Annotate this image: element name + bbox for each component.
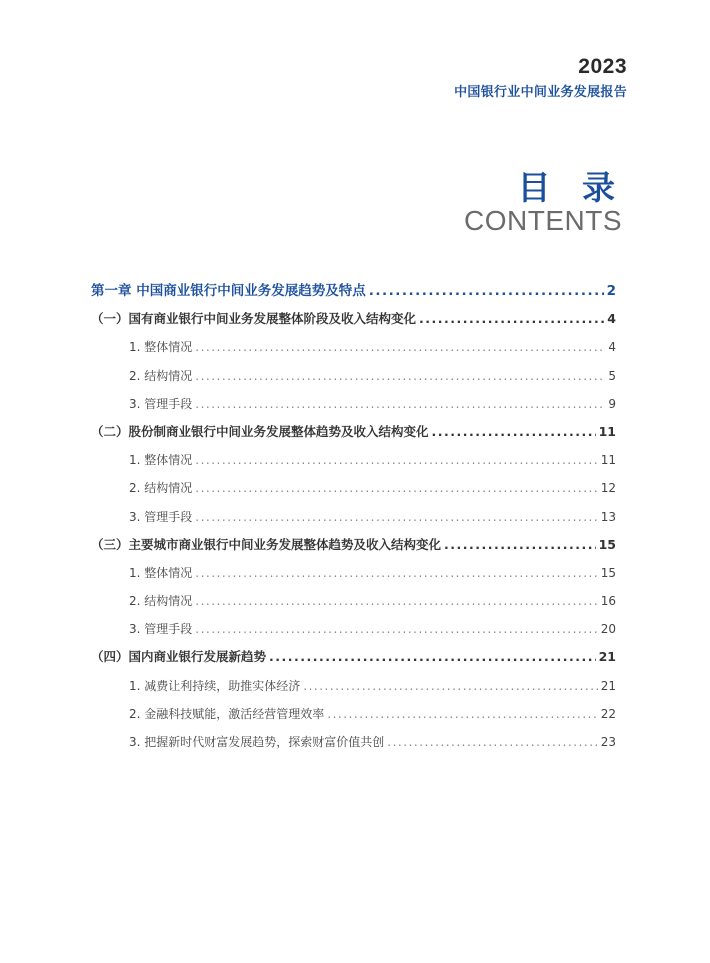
toc-page-number: 15 [598, 536, 616, 552]
toc-item[interactable] [91, 390, 616, 418]
toc-entry-label: （三）主要城市商业银行中间业务发展整体趋势及收入结构变化 [91, 536, 442, 552]
toc-entry-label: 2. 金融科技赋能，激活经营管理效率 [129, 706, 325, 721]
toc-entry-label: 1. 整体情况 [129, 565, 193, 580]
toc-item[interactable] [91, 474, 616, 502]
toc-leader-dots [195, 333, 605, 361]
toc-page-number: 4 [607, 311, 616, 327]
toc-leader-dots [419, 305, 604, 333]
toc-item[interactable] [91, 559, 616, 587]
toc-entry-label: （二）股份制商业银行中间业务发展整体趋势及收入结构变化 [91, 423, 429, 439]
toc-leader-dots [432, 418, 596, 446]
page-title-en: CONTENTS [464, 205, 622, 236]
toc-section-3[interactable] [91, 531, 616, 559]
toc-leader-dots [444, 531, 596, 559]
toc-entry-label: （四）国内商业银行发展新趋势 [91, 649, 267, 665]
toc-page-number: 22 [600, 706, 616, 721]
toc-item[interactable] [91, 503, 616, 531]
toc-leader-dots [195, 587, 597, 615]
toc-entry-label: 2. 结构情况 [129, 594, 193, 609]
toc-leader-dots [195, 390, 605, 418]
toc-entry-label: 3. 管理手段 [129, 622, 193, 637]
toc-leader-dots [195, 503, 597, 531]
toc-entry-label: 3. 把握新时代财富发展趋势，探索财富价值共创 [129, 735, 385, 749]
toc-section-4[interactable] [91, 643, 616, 671]
toc-item[interactable] [91, 615, 616, 643]
toc-page-number: 21 [598, 649, 616, 665]
toc-page-number: 20 [600, 622, 616, 637]
toc-item[interactable] [91, 672, 616, 700]
toc-leader-dots [269, 643, 596, 671]
toc-item[interactable] [91, 446, 616, 474]
toc-entry-label: 3. 管理手段 [129, 509, 193, 524]
toc-item[interactable] [91, 587, 616, 615]
toc-leader-dots [195, 362, 605, 390]
header-year: 2023 [578, 55, 627, 78]
page-title: 目 录 [517, 168, 625, 207]
toc-page-number: 4 [608, 340, 616, 355]
toc-entry-label: 2. 结构情况 [129, 481, 193, 496]
toc-entry-label: 2. 结构情况 [129, 368, 193, 383]
toc-section-1[interactable] [91, 305, 616, 333]
header-report-title: 中国银行业中间业务发展报告 [454, 85, 627, 100]
toc-leader-dots [195, 615, 597, 643]
toc-entry-label: （一）国有商业银行中间业务发展整体阶段及收入结构变化 [91, 311, 417, 327]
toc-page-number: 21 [600, 678, 616, 693]
toc-page-number: 9 [608, 396, 616, 411]
toc-item[interactable] [91, 333, 616, 361]
toc-page-number: 2 [606, 283, 616, 299]
toc-section-2[interactable] [91, 418, 616, 446]
toc-page-number: 16 [600, 594, 616, 609]
toc-page-number: 11 [598, 423, 616, 439]
toc-leader-dots [327, 700, 597, 728]
toc-leader-dots [195, 559, 597, 587]
toc-page-number: 15 [600, 565, 616, 580]
toc-leader-dots [303, 672, 597, 700]
toc-item[interactable] [91, 700, 616, 728]
toc-page-number: 12 [600, 481, 616, 496]
toc-leader-dots [195, 446, 597, 474]
toc-leader-dots [195, 474, 597, 502]
toc-page-number: 13 [600, 509, 616, 524]
toc-leader-dots [369, 277, 604, 305]
toc-page-number: 23 [600, 735, 616, 749]
toc-leader-dots [387, 728, 597, 756]
toc-page-number: 5 [608, 368, 616, 383]
toc-chapter-1[interactable] [91, 277, 616, 305]
toc-entry-label: 第一章 中国商业银行中间业务发展趋势及特点 [91, 283, 366, 299]
toc-item[interactable] [91, 728, 616, 756]
toc-page-number: 11 [600, 453, 616, 468]
toc-entry-label: 1. 整体情况 [129, 453, 193, 468]
toc-item[interactable] [91, 362, 616, 390]
toc-entry-label: 1. 减费让利持续，助推实体经济 [129, 678, 301, 693]
toc-entry-label: 3. 管理手段 [129, 396, 193, 411]
toc-entry-label: 1. 整体情况 [129, 340, 193, 355]
table-of-contents [91, 277, 616, 756]
